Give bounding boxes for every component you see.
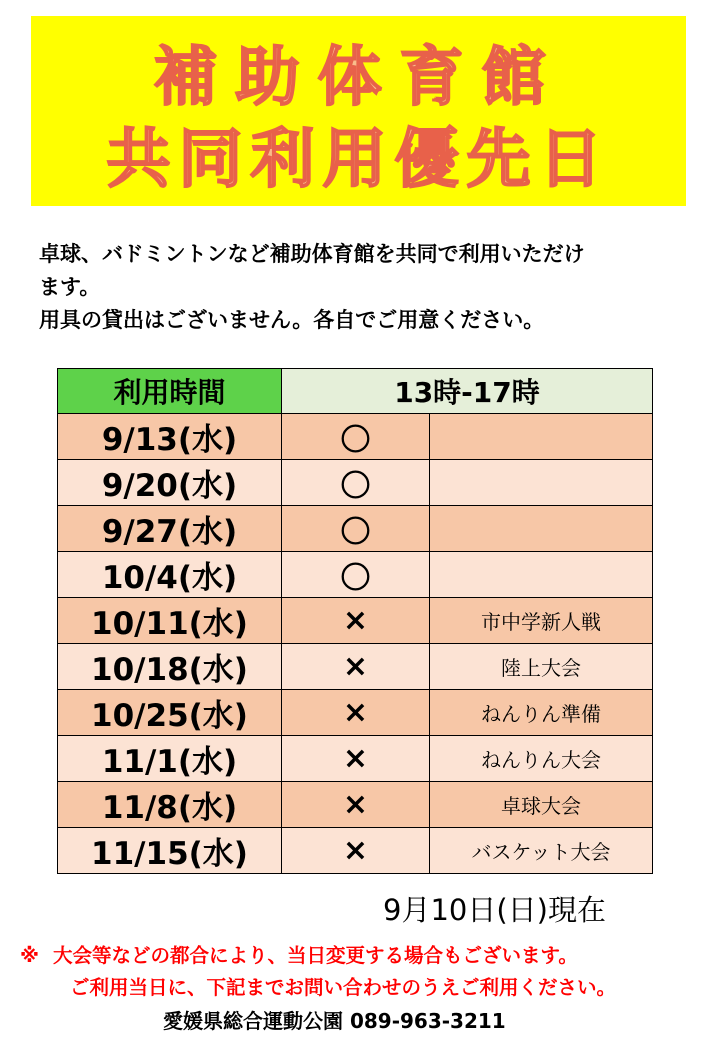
intro-line-2: ます。 (39, 275, 101, 299)
table-row (58, 782, 653, 828)
reference-mark-icon: ※ (20, 944, 39, 967)
table-row (58, 598, 653, 644)
row-note: 卓球大会 (430, 782, 653, 828)
row-note (430, 460, 653, 506)
row-availability-mark: 〇 (282, 460, 430, 506)
intro-line-3: 用具の貸出はございません。各自でご用意ください。 (39, 308, 545, 332)
table-row (58, 506, 653, 552)
row-availability-mark: × (282, 782, 430, 828)
table-row (58, 644, 653, 690)
row-note: 市中学新人戦 (430, 598, 653, 644)
row-note (430, 414, 653, 460)
row-date: 11/1(水) (58, 736, 282, 782)
title-line-1: 補助体育館 (153, 41, 564, 115)
notice-block (20, 940, 710, 1004)
row-note: ねんりん準備 (430, 690, 653, 736)
row-date: 11/15(水) (58, 828, 282, 874)
header-time-slot: 13時-17時 (282, 369, 653, 414)
notice-text-1: 大会等などの都合により、当日変更する場合もございます。 (52, 944, 578, 967)
intro-line-1: 卓球、バドミントンなど補助体育館を共同で利用いただけ (39, 242, 585, 266)
row-note: 陸上大会 (430, 644, 653, 690)
notice-line-2: ご利用当日に、下記までお問い合わせのうえご利用ください。 (70, 976, 617, 999)
row-availability-mark: × (282, 736, 430, 782)
row-availability-mark: × (282, 644, 430, 690)
row-note: ねんりん大会 (430, 736, 653, 782)
row-availability-mark: × (282, 828, 430, 874)
table-row (58, 414, 653, 460)
row-date: 10/25(水) (58, 690, 282, 736)
contact-info: 愛媛県総合運動公園 089-963-3211 (163, 1009, 506, 1033)
notice-line-1 (20, 940, 710, 972)
title-line-2: 共同利用優先日 (106, 123, 611, 197)
row-note (430, 506, 653, 552)
row-availability-mark: 〇 (282, 506, 430, 552)
table-row (58, 828, 653, 874)
schedule-body (58, 414, 653, 874)
row-date: 9/13(水) (58, 414, 282, 460)
table-row (58, 552, 653, 598)
row-availability-mark: 〇 (282, 552, 430, 598)
row-note (430, 552, 653, 598)
row-date: 9/27(水) (58, 506, 282, 552)
as-of-date: 9月10日(日)現在 (383, 893, 606, 927)
row-date: 10/18(水) (58, 644, 282, 690)
header-usage-time: 利用時間 (58, 369, 282, 414)
row-note: バスケット大会 (430, 828, 653, 874)
table-header-row (58, 369, 653, 414)
row-availability-mark: 〇 (282, 414, 430, 460)
title-banner (31, 16, 686, 206)
row-date: 11/8(水) (58, 782, 282, 828)
table-row (58, 690, 653, 736)
row-date: 10/4(水) (58, 552, 282, 598)
row-availability-mark: × (282, 598, 430, 644)
row-availability-mark: × (282, 690, 430, 736)
table-row (58, 736, 653, 782)
row-date: 10/11(水) (58, 598, 282, 644)
intro-text (39, 238, 689, 337)
table-row (58, 460, 653, 506)
schedule-table (57, 368, 653, 874)
row-date: 9/20(水) (58, 460, 282, 506)
